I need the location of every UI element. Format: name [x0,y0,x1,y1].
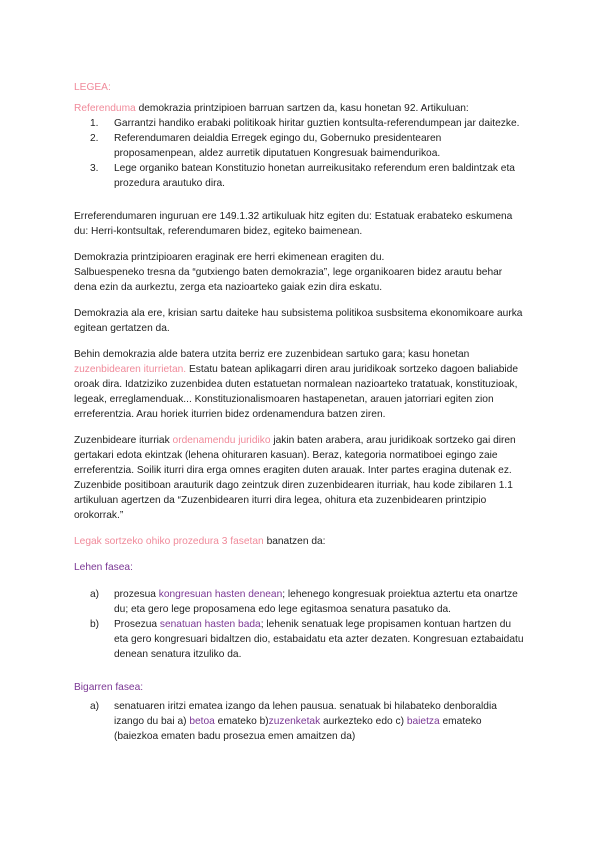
text-segment: prozesua [114,589,159,600]
term-baietza: baietza [406,716,440,727]
text-segment: ; lehenik senatuak lege propisamen kontuan hartzen du eta gero kongresuari bidaltzen dio, estabaidatu eta azter dezaten. Kongresuan eztabaidatu denean senatura itzuliko da. [114,619,524,660]
paragraph-erreferendum: Erreferendumaren inguruan ere 149.1.32 artikuluak hitz egiten du: Estatuak erabateko eskumena du: Herri-kontsultak, referendumaren bidez, egiteko baimenean. [74,211,513,237]
term-kongresuan: kongresuan hasten denean [158,589,283,600]
section-heading: LEGEA: [74,82,111,93]
intro-text: demokrazia printzipioen barruan sartzen da, kasu honetan 92. Artikuluan: [135,103,469,114]
term-procedure: Legak sortzeko ohiko prozedura 3 fasetan [74,536,264,547]
fase1-list [74,587,524,662]
text-segment: emateko (baiezkoa ematen badu prosezua emen amaitzen da) [114,716,482,742]
term-senatuan: senatuan hasten bada [159,619,261,630]
list-number: 1. [90,118,99,129]
list-item [74,587,524,617]
text-segment: emateko b) [214,716,269,727]
fase2-heading: Bigarren fasea: [74,682,144,693]
text-segment: banatzen da: [263,536,326,547]
text-segment: senatuaren iritzi ematea izango da lehen pausua. senatuak bi hilabateko denboraldia izango du bai a) [114,701,497,727]
text-segment: Behin demokrazia alde batera utzita berriz ere zuzenbidean sartuko gara; kasu honetan [74,349,470,360]
term-betoa: betoa [189,716,215,727]
term-zuzenbidearen-iturriak: zuzenbidearen iturrietan. [74,364,187,375]
paragraph-demokrazia-2: Demokrazia ala ere, krisian sartu daiteke hau subsistema politikoa susbsitema ekonomikoare aurka egitean gertatzen da. [74,308,523,334]
list-item [74,161,524,191]
text-segment: Zuzenbideare iturriak [74,435,173,446]
text-segment: Prosezua [114,619,160,630]
list-number: 2. [90,133,99,144]
list-item [74,131,524,161]
term-referenduma: Referenduma [74,103,136,114]
text-segment: aurkezteko edo c) [320,716,407,727]
paragraph-zuzenbidea [74,347,524,422]
paragraph-demokrazia-1: Demokrazia printzipioaren eraginak ere herri ekimenean eragiten du. [74,252,385,263]
document-page [74,80,524,754]
term-ordenamendu-juridiko: ordenamendu juridiko [172,435,271,446]
procedure-intro [74,534,524,549]
list-number: 3. [90,163,99,174]
list-number: b) [90,619,100,630]
list-item [74,617,524,662]
paragraph-demokrazia-1b: Salbuespeneko tresna da “gutxiengo baten demokrazia”, lege organikoaren bidez arautu behar dena ezin da aurkeztu, zerga eta nazioarteko gaiak ezin dira eskatu. [74,267,503,293]
text-segment: jakin baten arabera, arau juridikoak sortzeko gai diren gertakari edota ekintzak (lehena ohituraren kasuan). Beraz, kategoria normatiboei egingo zaie erreferentzia. Soilik iturri dira erga omnes eragiten duten arauak. Inter partes eragina dutenak ez. Zuzenbide positiboan arauturik dago zeintzuk diren zuzenbidearen iturriak, hau kode zibilaren 1.1 artikuluan agertzen da “Zuzenbidearen iturri dira legea, ohitura eta zuzenbidearen printzipio orokorrak.” [74,435,516,521]
paragraph-iturriak [74,433,524,523]
list-item [74,699,524,744]
referendum-list [74,116,524,191]
intro-paragraph [74,101,524,116]
list-number: a) [90,589,100,600]
text-segment: ; lehenego kongresuak proiektua aztertu eta onartze du; eta gero lege proposamena edo lege egitasmoa senatura pasatuko da. [114,589,518,615]
text-segment: Estatu batean aplikagarri diren arau juridikoak sortzeko dagoen baliabide oroak dira. Idatziziko zuzenbidea duten estatuetan normalean nazioarteko tratatuak, konstituzioak, legeak, erreglamenduak... Konstituzionalismoaren hastapenetan, arauen jatorriari egiten zion erreferentzia. Arau horiek iturrien bidez ordenamendura batzen ziren. [74,364,519,420]
list-item [74,116,524,131]
fase1-heading: Lehen fasea: [74,562,133,573]
fase2-list [74,699,524,744]
list-text: Garrantzi handiko erabaki politikoak hiritar guztien kontsulta-referendumpean jar daitezke. [114,118,520,129]
list-number: a) [90,701,100,712]
list-text: Lege organiko batean Konstituzio honetan aurreikusitako referendum eren baldintzak eta prozedura arautuko dira. [114,163,515,189]
list-text: Referendumaren deialdia Erregek egingo du, Gobernuko presidentearen proposamenpean, aldez aurretik diputatuen Kongresuak baimendurikoa. [114,133,442,159]
term-zuzenketak: zuzenketak [268,716,321,727]
